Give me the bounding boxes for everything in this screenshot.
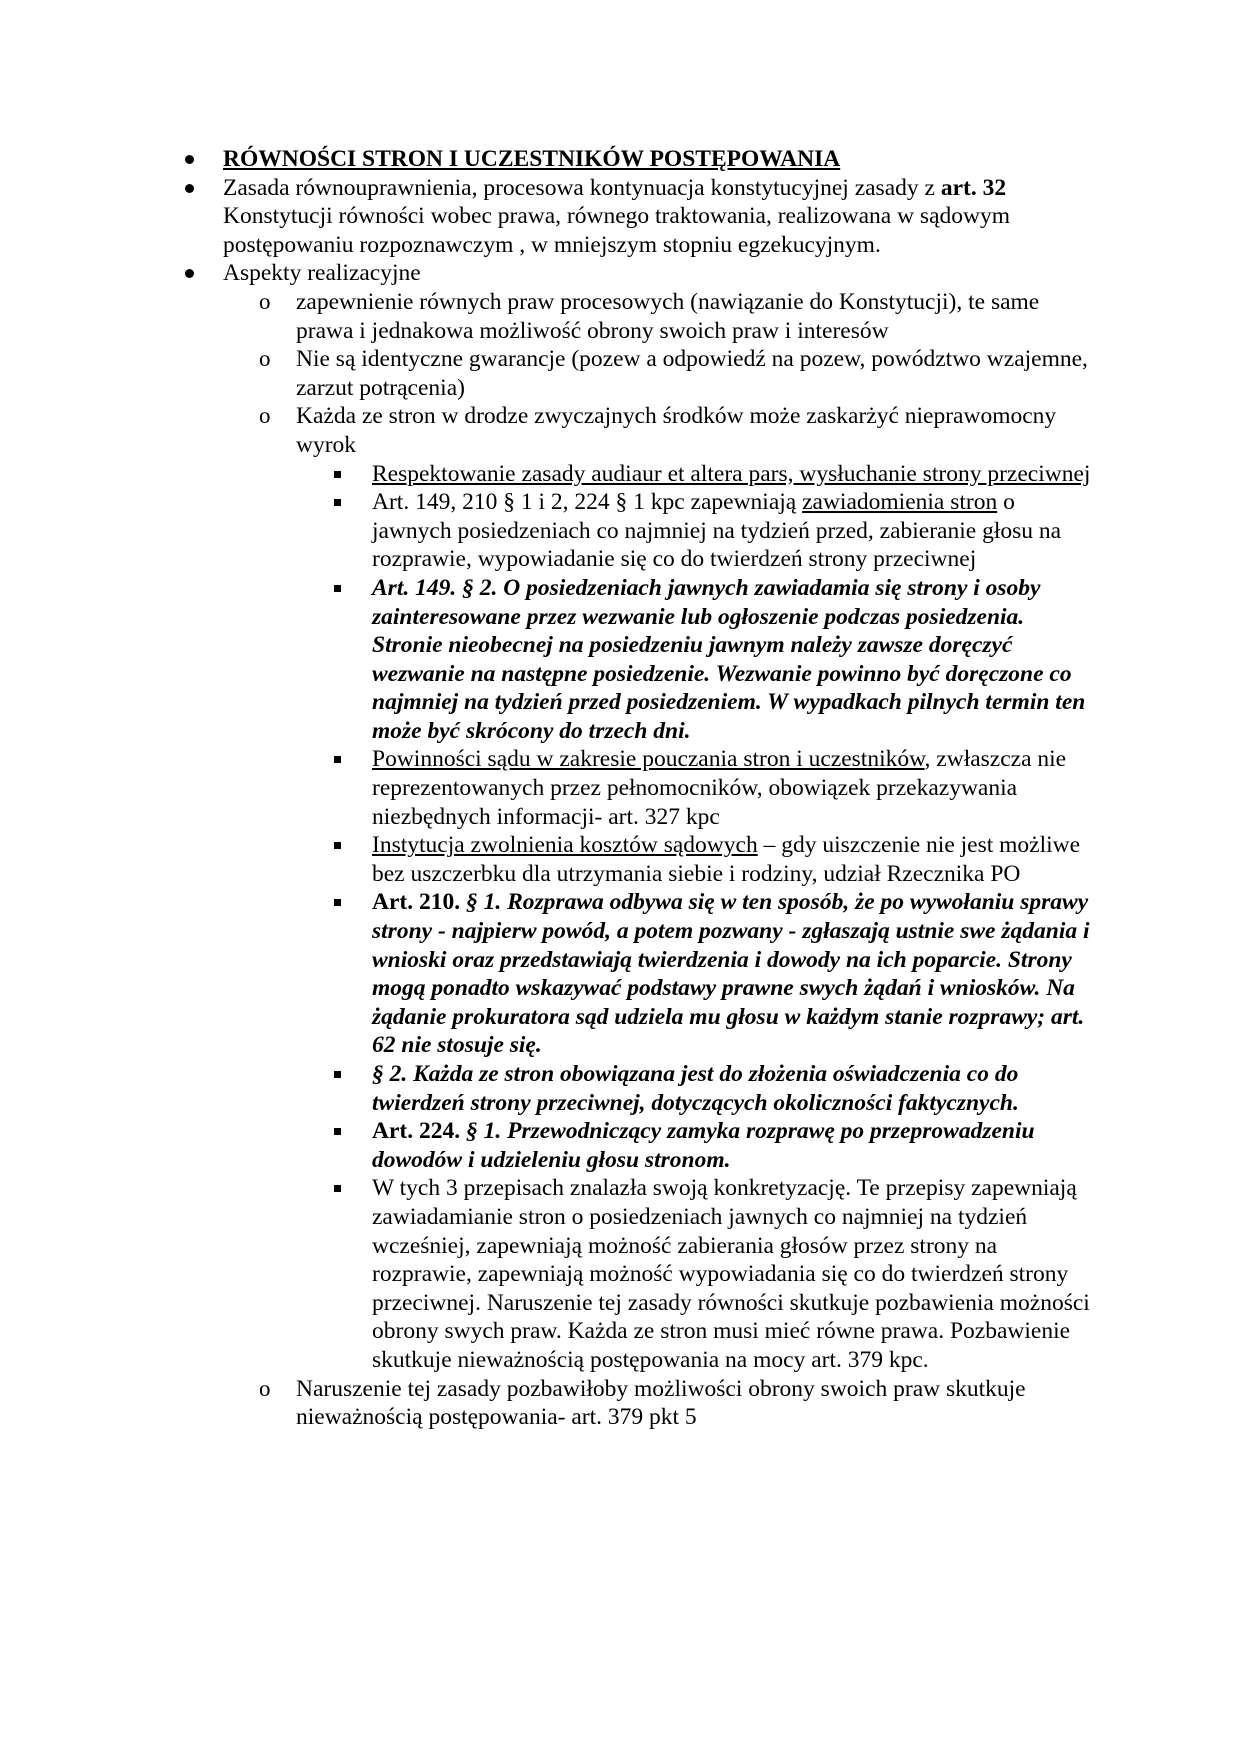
bullet-icon — [185, 184, 194, 193]
list-item — [0, 888, 1094, 1060]
item-text: Art. 149, 210 § 1 i 2, 224 § 1 kpc zapewniają — [372, 489, 803, 516]
item-bold: Art. 224. — [372, 1118, 461, 1145]
list-item — [0, 1375, 1096, 1432]
square-bullet-icon — [334, 471, 341, 478]
list-item — [0, 288, 1096, 345]
square-bullet-icon — [334, 1185, 341, 1192]
item-text: Nie są identyczne gwarancje (pozew a odpowiedź na pozew, powództwo wzajemne, zarzut potrącenia) — [296, 346, 1088, 401]
list-item — [0, 831, 1094, 888]
item-text: Aspekty realizacyjne — [223, 260, 421, 287]
list-item — [0, 574, 1094, 746]
circle-marker: o — [259, 1375, 271, 1401]
item-underlined: Instytucja zwolnienia kosztów sądowych — [372, 832, 758, 859]
square-bullet-icon — [334, 756, 341, 763]
list-item — [0, 488, 1094, 574]
item-text: – gdy uiszczenie nie jest możliwe bez uszczerbku dla utrzymania siebie i rodziny, udział Rzecznika PO — [372, 832, 1081, 887]
item-bold: Art. 210. — [372, 889, 461, 916]
item-quote: § 2. Każda ze stron obowiązana jest do złożenia oświadczenia co do twierdzeń strony przeciwnej, dotyczących okoliczności faktycznych. — [372, 1061, 1019, 1116]
section-heading: RÓWNOŚCI STRON I UCZESTNIKÓW POSTĘPOWANIA — [223, 146, 841, 172]
item-quote: Art. 149. § 2. O posiedzeniach jawnych zawiadamia się strony i osoby zainteresowane przez wezwanie lub ogłoszenie podczas posiedzenia. Stronie nieobecnej na posiedzeniu jawnym należy zawsze doręczyć wezwanie na następne posiedzenie. Wezwanie powinno być doręczone co najmniej na tydzień przed posiedzeniem. W wypadkach pilnych termin ten może być skrócony do trzech dni. — [372, 574, 1086, 744]
item-underlined: Powinności sądu w zakresie pouczania stron i uczestników — [372, 746, 925, 773]
item-text: W tych 3 przepisach znalazła swoją konkretyzację. Te przepisy zapewniają zawiadamianie stron o posiedzeniach jawnych co najmniej na tydzień wcześniej, zapewniają możność zabierania głosów przez strony na rozprawie, zapewniają możność wypowiadania się co do twierdzeń strony przeciwnej. Naruszenie tej zasady równości skutkuje pozbawienia możności obrony swych praw. Każda ze stron musi mieć równe prawa. Pozbawienie skutkuje nieważnością postępowania na mocy art. 379 kpc. — [372, 1175, 1090, 1373]
item-text: Naruszenie tej zasady pozbawiłoby możliwości obrony swoich praw skutkuje nieważnością postępowania- art. 379 pkt 5 — [296, 1375, 1026, 1431]
circle-marker: o — [259, 346, 271, 372]
list-item — [0, 174, 1093, 260]
bullet-icon — [185, 269, 194, 278]
square-bullet-icon — [334, 1128, 341, 1135]
list-item — [0, 745, 1094, 831]
item-text: zapewnienie równych praw procesowych (nawiązanie do Konstytucji), te same prawa i jednakowa możliwość obrony swoich praw i interesów — [296, 288, 1040, 344]
item-text: Konstytucji równości wobec prawa, równego traktowania, realizowana w sądowym postępowaniu rozpoznawczym , w mniejszym stopniu egzekucyjnym. — [223, 203, 1011, 258]
square-bullet-icon — [334, 899, 341, 906]
item-text: Każda ze stron w drodze zwyczajnych środków może zaskarżyć nieprawomocny wyrok — [296, 403, 1057, 458]
square-bullet-icon — [334, 585, 341, 592]
circle-marker: o — [259, 403, 271, 429]
bullet-icon — [185, 155, 194, 164]
square-bullet-icon — [334, 1071, 341, 1078]
item-text: Zasada równouprawnienia, procesowa kontynuacja konstytucyjnej zasady z — [223, 174, 941, 201]
item-quote: § 1. Przewodniczący zamyka rozprawę po przeprowadzeniu dowodów i udzieleniu głosu stronom. — [372, 1118, 1035, 1173]
list-item — [0, 460, 1094, 489]
item-quote: § 1. Rozprawa odbywa się w ten sposób, że po wywołaniu sprawy strony - najpierw powód, a potem pozwany - zgłaszają ustnie swe żądania i wnioski oraz przedstawiają twierdzenia i dowody na ich poparcie. Strony mogą ponadto wskazywać podstawy prawne swych żądań i wniosków. Na żądanie prokuratora sąd udziela mu głosu w każdym stanie rozprawy; art. 62 nie stosuje się. — [372, 889, 1090, 1059]
circle-marker: o — [259, 288, 271, 314]
list-item — [0, 1060, 1094, 1117]
square-bullet-icon — [334, 499, 341, 506]
list-item — [0, 1174, 1094, 1374]
list-item — [0, 345, 1096, 402]
item-text: o jawnych posiedzeniach co najmniej na tydzień przed, zabieranie głosu na rozprawie, wypowiadanie się co do twierdzeń strony przeciwnej — [372, 489, 1062, 573]
list-item — [0, 402, 1096, 459]
document-body — [0, 145, 1240, 1432]
item-bold: art. 32 — [940, 174, 1007, 201]
list-item — [0, 145, 1093, 174]
list-item — [0, 259, 1093, 288]
item-underlined: zawiadomienia stron — [802, 489, 998, 516]
square-bullet-icon — [334, 842, 341, 849]
item-underlined: Respektowanie zasady audiaur et altera pars, wysłuchanie strony przeciwnej — [372, 460, 1091, 487]
item-text: , zwłaszcza nie reprezentowanych przez pełnomocników, obowiązek przekazywania niezbędnych informacji- art. 327 kpc — [372, 746, 1067, 830]
list-item — [0, 1117, 1094, 1174]
